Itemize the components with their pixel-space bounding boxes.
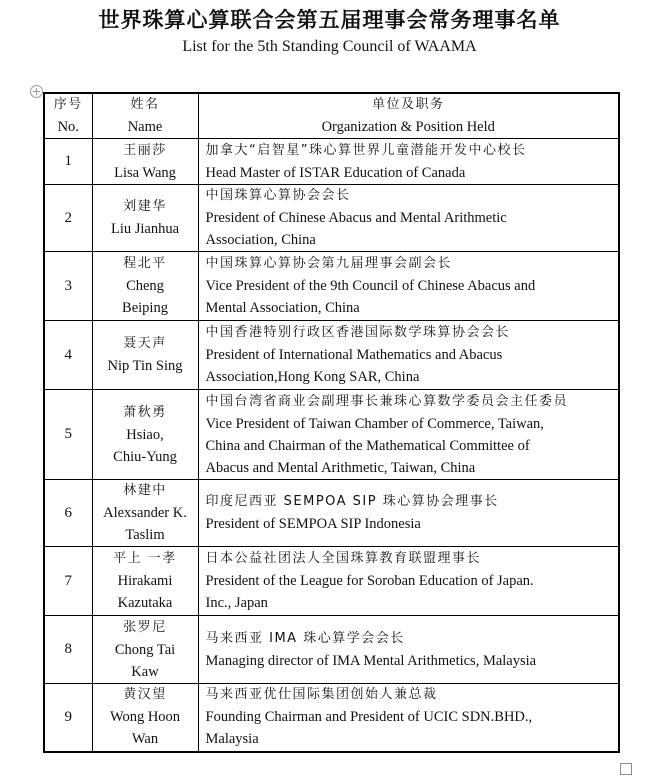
organization-position-zh: 中国珠算心算协会第九届理事会副会长 [205, 256, 453, 271]
member-name-en-line: Kazutaka [117, 595, 173, 611]
table-row [44, 480, 619, 547]
member-name-en-line: Liu Jianhua [110, 221, 180, 237]
member-name-cell [92, 547, 198, 616]
document-title-chinese: 世界珠算心算联合会第五届理事会常务理事名单 [98, 8, 561, 32]
table-header-row [44, 93, 619, 139]
member-name-cell [92, 616, 198, 684]
row-number-cell: 4 [44, 321, 92, 390]
member-name-en-line: Chong Tai [114, 641, 176, 658]
table-row [44, 139, 619, 185]
member-name-zh: 聂天声 [123, 336, 167, 351]
organization-position-en-line: Vice President of the 9th Council of Chinese Abacus and [205, 278, 536, 294]
member-name-en-line: Wong Hoon [109, 709, 181, 726]
document-title-english: List for the 5th Standing Council of WAAMA [182, 38, 477, 55]
row-number-cell: 8 [44, 616, 92, 684]
organization-position-zh: 加拿大“启智星”珠心算世界儿童潜能开发中心校长 [205, 142, 527, 158]
member-name-zh: 林建中 [123, 483, 167, 498]
member-name-cell [92, 139, 198, 185]
organization-position-cell [198, 390, 619, 480]
member-name-zh: 萧秋勇 [123, 404, 167, 420]
organization-position-en-line: Association, China [205, 232, 316, 248]
organization-position-en-line: Malaysia [205, 731, 259, 748]
organization-position-en-line: Inc., Japan [205, 595, 268, 611]
member-name-en-line: Nip Tin Sing [107, 358, 183, 374]
row-number-cell: 5 [44, 390, 92, 480]
member-name-en-line: Taslim [125, 527, 165, 543]
header-organization-cell [198, 93, 619, 139]
organization-position-en-line: President of Chinese Abacus and Mental Arithmetic [205, 210, 507, 226]
member-name-cell [92, 684, 198, 752]
member-name-cell [92, 252, 198, 321]
organization-position-en-line: Managing director of IMA Mental Arithmetics, Malaysia [205, 652, 537, 669]
table-resize-handle-icon[interactable] [620, 763, 632, 775]
organization-position-zh: 印度尼西亚 SEMPOA SIP 珠心算协会理事长 [205, 494, 499, 509]
member-name-cell [92, 480, 198, 547]
organization-position-en-line: Vice President of Taiwan Chamber of Commerce, Taiwan, [205, 415, 544, 432]
organization-position-en-line: Abacus and Mental Arithmetic, Taiwan, China [205, 459, 476, 476]
member-name-en-line: Beiping [122, 300, 168, 316]
table-row [44, 390, 619, 480]
organization-position-en-line: Founding Chairman and President of UCIC SDN.BHD., [205, 709, 533, 726]
header-number-cell [44, 93, 92, 139]
member-name-cell [92, 321, 198, 390]
member-name-en-line: Chiu-Yung [113, 448, 177, 465]
member-name-cell [92, 390, 198, 480]
header-number-zh: 序号 [53, 97, 83, 112]
organization-position-en-line: Mental Association, China [205, 300, 360, 316]
table-row [44, 252, 619, 321]
member-name-en-line: Alexsander K. [103, 505, 187, 521]
table-row [44, 616, 619, 684]
member-name-en-line: Kaw [131, 663, 159, 680]
organization-position-en-line: Association,Hong Kong SAR, China [205, 369, 420, 385]
organization-position-en-line: President of International Mathematics and Abacus [205, 347, 503, 363]
row-number-cell: 7 [44, 547, 92, 616]
organization-position-en-line: China and Chairman of the Mathematical Committee of [205, 437, 530, 454]
row-number-cell: 1 [44, 139, 92, 185]
organization-position-cell [198, 321, 619, 390]
header-organization-en: Organization & Position Held [321, 119, 495, 135]
member-name-zh: 平上 一孝 [113, 551, 177, 566]
organization-position-en-line: President of the League for Soroban Education of Japan. [205, 573, 534, 589]
council-table [43, 92, 620, 753]
member-name-zh: 张罗尼 [123, 619, 167, 635]
member-name-en-line: Hirakami [117, 573, 173, 589]
organization-position-zh: 中国香港特别行政区香港国际数学珠算协会会长 [205, 325, 511, 340]
organization-position-cell [198, 547, 619, 616]
header-name-zh: 姓名 [130, 97, 160, 112]
organization-position-cell [198, 480, 619, 547]
member-name-en-line: Cheng [126, 278, 164, 294]
row-number-cell: 6 [44, 480, 92, 547]
organization-position-zh: 马来西亚 IMA 珠心算学会会长 [205, 630, 405, 646]
organization-position-zh: 马来西亚优仕国际集团创始人兼总裁 [205, 687, 438, 703]
member-name-en-line: Wan [131, 731, 159, 748]
organization-position-cell [198, 616, 619, 684]
row-number-cell: 9 [44, 684, 92, 752]
organization-position-cell [198, 185, 619, 252]
table-move-handle-icon[interactable] [30, 85, 43, 98]
table-row [44, 321, 619, 390]
header-organization-zh: 单位及职务 [371, 97, 445, 112]
row-number-cell: 3 [44, 252, 92, 321]
organization-position-zh: 中国台湾省商业会副理事长兼珠心算数学委员会主任委员 [205, 393, 569, 409]
organization-position-en-line: Head Master of ISTAR Education of Canada [205, 164, 466, 181]
member-name-zh: 程北平 [123, 256, 167, 271]
organization-position-cell [198, 684, 619, 752]
table-row [44, 684, 619, 752]
table-row [44, 185, 619, 252]
header-name-en: Name [127, 119, 163, 135]
member-name-en-line: Hsiao, [126, 426, 164, 443]
organization-position-zh: 日本公益社团法人全国珠算教育联盟理事长 [205, 551, 482, 566]
table-row [44, 547, 619, 616]
member-name-zh: 黄汉望 [123, 687, 167, 703]
header-number-en: No. [57, 119, 79, 135]
member-name-zh: 王丽莎 [123, 142, 167, 158]
organization-position-zh: 中国珠算心算协会会长 [205, 188, 351, 203]
row-number-cell: 2 [44, 185, 92, 252]
organization-position-cell [198, 139, 619, 185]
member-name-en-line: Lisa Wang [114, 164, 176, 181]
organization-position-en-line: President of SEMPOA SIP Indonesia [205, 516, 421, 532]
member-name-zh: 刘建华 [123, 199, 167, 214]
header-name-cell [92, 93, 198, 139]
member-name-cell [92, 185, 198, 252]
organization-position-cell [198, 252, 619, 321]
